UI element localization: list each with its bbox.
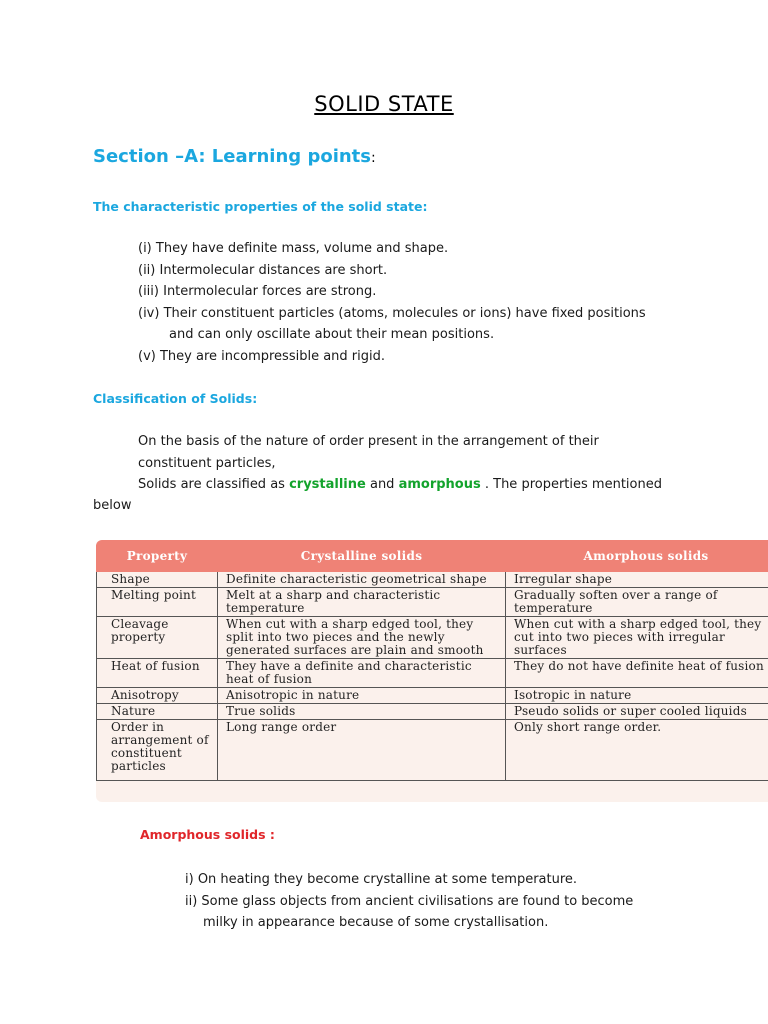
table-cell-crystalline: When cut with a sharp edged tool, they split into two pieces and the newly generated surfaces are plain and smooth [218,617,506,659]
table-cell-property: Order in arrangement of constituent particles [97,720,218,781]
table-cell-property: Heat of fusion [97,659,218,688]
table-row [97,572,768,588]
table-row [97,720,768,781]
classification-text: . The properties mentioned [480,477,662,492]
section-heading-colon: : [371,150,376,166]
comparison-table [96,540,768,781]
table-cell-amorphous: Gradually soften over a range of temperature [506,588,768,617]
amorphous-item: ii) Some glass objects from ancient civilisations are found to become [185,893,634,909]
classification-line: On the basis of the nature of order present in the arrangement of their [138,434,599,449]
amorphous-list [185,869,633,934]
table-row [97,704,768,720]
table-cell-property: Shape [97,572,218,588]
table-cell-property: Melting point [97,588,218,617]
table-cell-crystalline: Long range order [218,720,506,781]
column-header: Property [97,541,218,572]
classification-line: below [93,498,132,513]
table-row [97,588,768,617]
section-heading-text: Section –A: Learning points [93,146,371,167]
table-cell-amorphous: They do not have definite heat of fusion [506,659,768,688]
term-amorphous: amorphous [398,477,481,492]
classification-text: and [365,477,399,492]
table-cell-amorphous: Only short range order. [506,720,768,781]
table-cell-amorphous: When cut with a sharp edged tool, they cut into two pieces with irregular surfaces [506,617,768,659]
table-cell-crystalline: Definite characteristic geometrical shape [218,572,506,588]
page-title: SOLID STATE [314,92,454,116]
table-cell-amorphous: Pseudo solids or super cooled liquids [506,704,768,720]
table-cell-property: Anisotropy [97,688,218,704]
properties-list [138,238,646,367]
column-header: Crystalline solids [218,541,506,572]
table-cell-crystalline: True solids [218,704,506,720]
classification-heading: Classification of Solids: [93,391,258,406]
amorphous-item-continuation: milky in appearance because of some crystallisation. [203,915,549,930]
property-item-continuation: and can only oscillate about their mean positions. [169,327,495,342]
table-cell-crystalline: Melt at a sharp and characteristic temperature [218,588,506,617]
comparison-table-image [96,540,768,802]
column-header: Amorphous solids [506,541,768,572]
properties-heading: The characteristic properties of the solid state: [93,199,428,214]
property-item: (v) They are incompressible and rigid. [138,348,385,364]
table-row [97,617,768,659]
property-item: (i) They have definite mass, volume and shape. [138,241,449,256]
term-crystalline: crystalline [289,477,366,492]
classification-line: constituent particles, [138,455,276,471]
table-header-row [97,541,768,572]
property-item: (ii) Intermolecular distances are short. [138,262,388,278]
classification-paragraph [138,431,662,496]
table-row [97,659,768,688]
table-row [97,688,768,704]
classification-line [138,474,662,496]
amorphous-item: i) On heating they become crystalline at some temperature. [185,872,578,887]
property-item: (iv) Their constituent particles (atoms, molecules or ions) have fixed positions [138,305,646,321]
table-cell-amorphous: Isotropic in nature [506,688,768,704]
table-cell-amorphous: Irregular shape [506,572,768,588]
section-heading [93,146,376,167]
property-item: (iii) Intermolecular forces are strong. [138,284,377,299]
table-cell-property: Nature [97,704,218,720]
classification-text: Solids are classified as [138,477,290,492]
table-cell-crystalline: They have a definite and characteristic heat of fusion [218,659,506,688]
table-cell-crystalline: Anisotropic in nature [218,688,506,704]
amorphous-heading: Amorphous solids : [140,827,275,842]
table-cell-property: Cleavage property [97,617,218,659]
